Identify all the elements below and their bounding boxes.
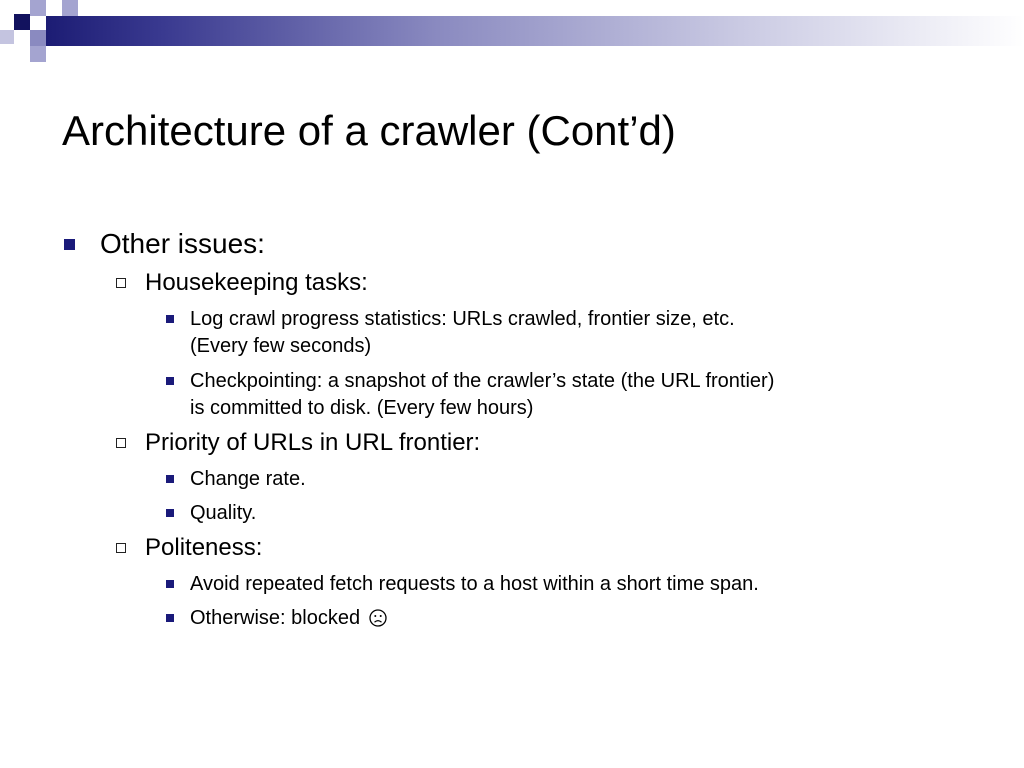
bullet-text: Change rate.: [190, 468, 306, 490]
header-square: [30, 0, 46, 16]
square-bullet-icon: [166, 475, 174, 483]
frown-icon: [369, 609, 387, 627]
header-square: [14, 14, 30, 30]
square-bullet-icon: [166, 377, 174, 385]
bullet-text: Quality.: [190, 502, 257, 524]
bullet-text-line: (Every few seconds): [190, 335, 372, 357]
bullet-text: Politeness:: [145, 534, 263, 561]
hollow-square-bullet-icon: [116, 278, 126, 288]
bullet-text: Avoid repeated fetch requests to a host within a short time span.: [190, 573, 759, 595]
square-bullet-icon: [166, 315, 174, 323]
bullet-text-line: Checkpointing: a snapshot of the crawler’s state (the URL frontier): [190, 370, 775, 392]
bullet-text-line: is committed to disk. (Every few hours): [190, 397, 534, 419]
bullet-text: Housekeeping tasks:: [145, 269, 368, 296]
header-square: [0, 30, 14, 44]
header-gradient-bar: [46, 16, 1024, 46]
bullet-text: Otherwise: blocked: [190, 607, 361, 629]
header-square: [62, 0, 78, 16]
hollow-square-bullet-icon: [116, 543, 126, 553]
hollow-square-bullet-icon: [116, 438, 126, 448]
square-bullet-icon: [166, 614, 174, 622]
header-decoration: [0, 0, 1024, 64]
bullet-text: Other issues:: [100, 228, 265, 259]
header-square: [30, 30, 46, 46]
bullet-text-line: Log crawl progress statistics: URLs crawled, frontier size, etc.: [190, 308, 735, 330]
header-square: [30, 46, 46, 62]
square-bullet-icon: [166, 509, 174, 517]
square-bullet-icon: [166, 580, 174, 588]
slide-title: Architecture of a crawler (Cont’d): [62, 107, 676, 154]
bullet-text-with-icon: [190, 604, 387, 632]
square-bullet-icon: [64, 239, 75, 250]
bullet-text: Priority of URLs in URL frontier:: [145, 429, 481, 456]
